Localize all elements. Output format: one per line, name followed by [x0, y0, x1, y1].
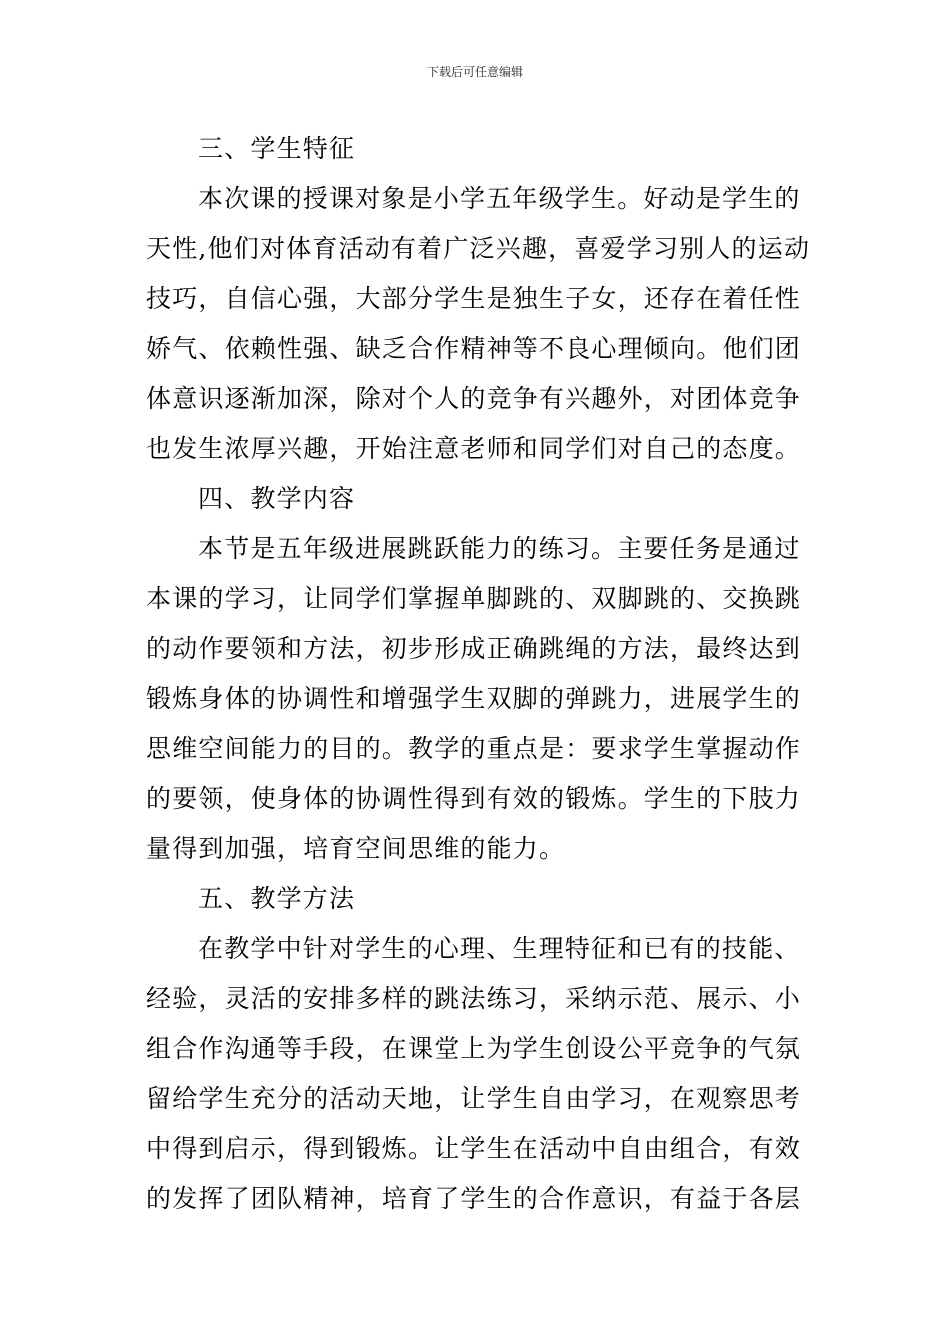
text-line: 在教学中针对学生的心理、生理特征和已有的技能、 — [198, 934, 801, 963]
text-line: 本次课的授课对象是小学五年级学生。好动是学生的 — [198, 184, 801, 213]
text-line: 的发挥了团队精神，培育了学生的合作意识，有益于各层 — [146, 1184, 802, 1213]
text-line: 本课的学习，让同学们掌握单脚跳的、双脚跳的、交换跳 — [146, 584, 802, 613]
section-student-characteristics — [146, 124, 811, 474]
text-line: 中得到启示，得到锻炼。让学生在活动中自由组合，有效 — [146, 1134, 802, 1163]
paragraph — [146, 924, 808, 1224]
text-line: 本节是五年级进展跳跃能力的练习。主要任务是通过 — [198, 534, 801, 563]
page-header: 下载后可任意编辑 — [426, 65, 523, 79]
text-line: 经验，灵活的安排多样的跳法练习，采纳示范、展示、小 — [146, 984, 802, 1013]
paragraph — [146, 524, 808, 874]
text-line: 天性,他们对体育活动有着广泛兴趣，喜爱学习别人的运动 — [146, 234, 811, 263]
text-line: 也发生浓厚兴趣，开始注意老师和同学们对自己的态度。 — [146, 434, 802, 463]
section-teaching-content — [146, 474, 808, 874]
text-line: 的动作要领和方法，初步形成正确跳绳的方法，最终达到 — [146, 634, 802, 663]
text-line: 思维空间能力的目的。教学的重点是：要求学生掌握动作 — [146, 734, 802, 763]
text-line: 量得到加强，培育空间思维的能力。 — [146, 834, 566, 863]
text-line: 留给学生充分的活动天地，让学生自由学习，在观察思考 — [146, 1084, 802, 1113]
document-body — [146, 124, 811, 1224]
text-line: 锻炼身体的协调性和增强学生双脚的弹跳力，进展学生的 — [146, 684, 802, 713]
section-heading: 五、教学方法 — [198, 884, 356, 913]
section-heading: 四、教学内容 — [198, 484, 356, 513]
text-line: 体意识逐渐加深，除对个人的竞争有兴趣外，对团体竞争 — [146, 384, 802, 413]
paragraph — [146, 174, 811, 474]
text-line: 的要领，使身体的协调性得到有效的锻炼。学生的下肢力 — [146, 784, 802, 813]
text-line: 娇气、依赖性强、缺乏合作精神等不良心理倾向。他们团 — [146, 334, 802, 363]
section-teaching-methods — [146, 874, 808, 1224]
section-heading: 三、学生特征 — [198, 134, 356, 163]
text-line: 组合作沟通等手段，在课堂上为学生创设公平竞争的气氛 — [146, 1034, 802, 1063]
text-line: 技巧，自信心强，大部分学生是独生子女，还存在着任性 — [146, 284, 802, 313]
